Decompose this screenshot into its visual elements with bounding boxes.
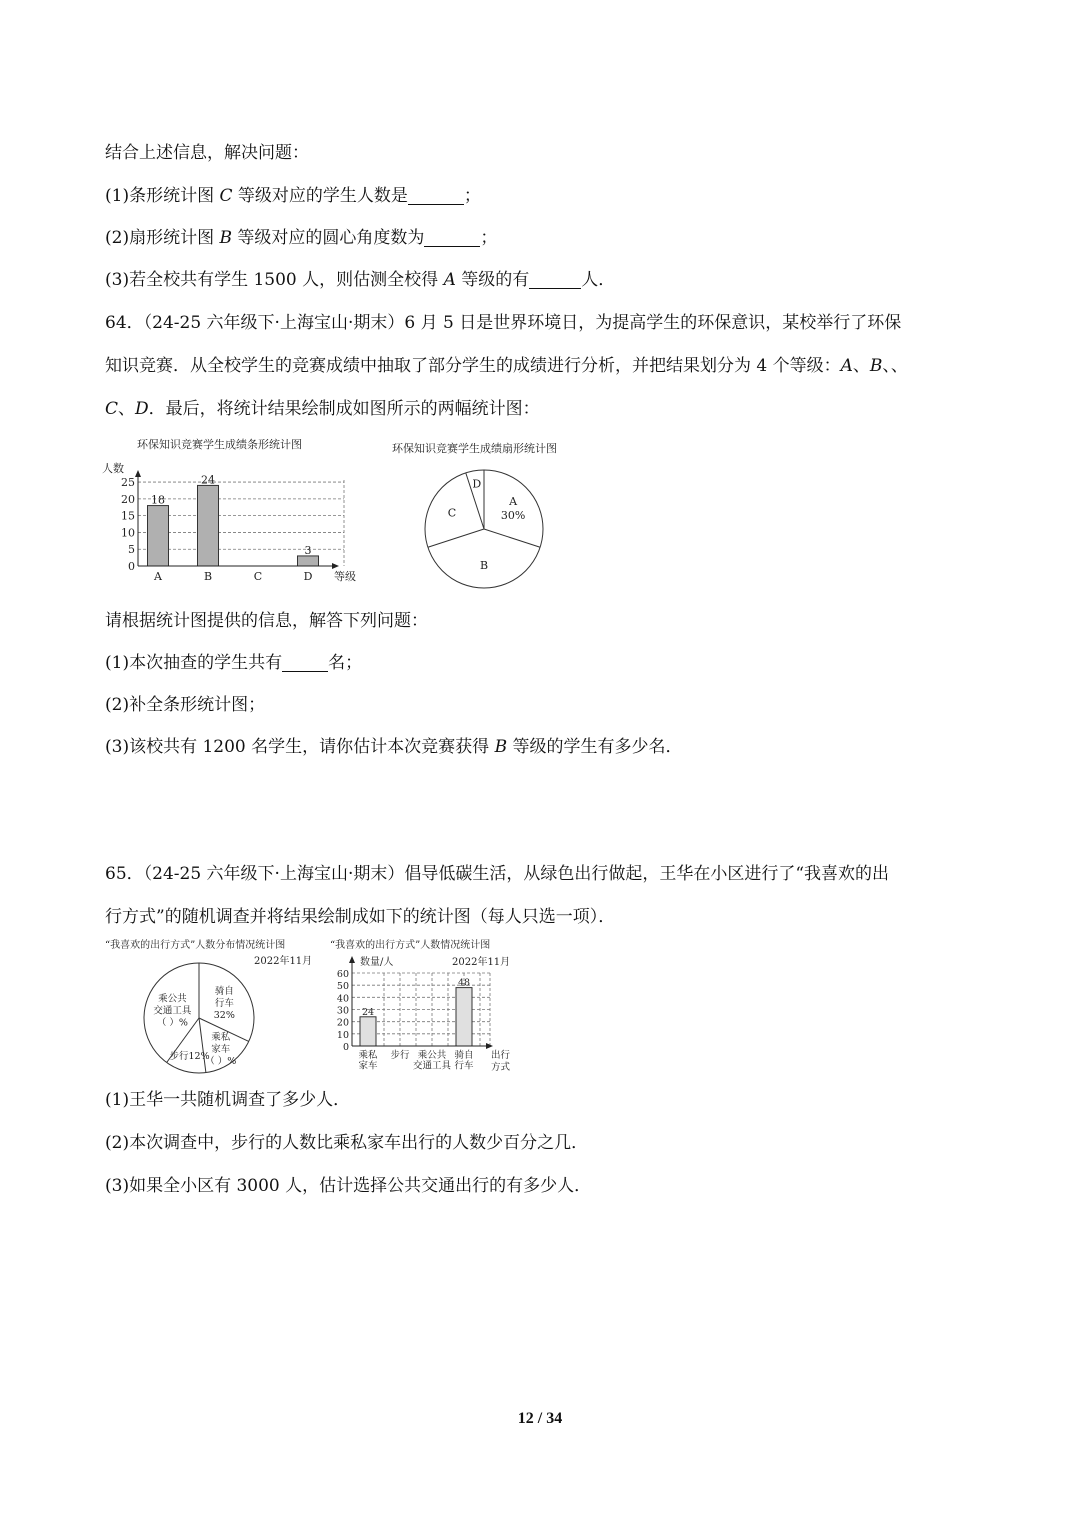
y-ticks bbox=[337, 969, 349, 1053]
q64-sep: 、 bbox=[118, 399, 136, 419]
y-axis-arrow-icon bbox=[349, 956, 355, 963]
pie-slice-label: 32% bbox=[213, 1009, 235, 1021]
q63-sub3-text-a: (3)若全校共有学生 1500 人，则估测全校得 bbox=[105, 270, 444, 290]
bar bbox=[360, 1017, 376, 1046]
x-axis-label-line: 出行 bbox=[491, 1050, 511, 1061]
q65-sub1: (1)王华一共随机调查了多少人． bbox=[105, 1090, 351, 1110]
q64-grade-a: A bbox=[840, 356, 853, 376]
y-tick-label: 10 bbox=[336, 1029, 349, 1041]
q65-stem-line1: 65．（24-25 六年级下·上海宝山·期末）倡导低碳生活，从绿色出行做起，王华在小区进行了“我喜欢的出 bbox=[105, 864, 890, 884]
x-tick-label: 家车 bbox=[358, 1060, 378, 1072]
x-tick-label: D bbox=[303, 570, 313, 583]
q64-stem-line1: 64．（24-25 六年级下·上海宝山·期末）6 月 5 日是世界环境日，为提高学生的环保意识，某校举行了环保 bbox=[105, 313, 902, 333]
answer-blank[interactable] bbox=[529, 270, 581, 289]
bar-value-label: 24 bbox=[201, 473, 215, 487]
q63-sub3-var: A bbox=[443, 270, 456, 290]
x-axis-arrow-icon bbox=[486, 1043, 493, 1049]
q64-sub1-text-a: (1)本次抽查的学生共有 bbox=[105, 653, 283, 673]
q63-sub1 bbox=[105, 184, 481, 208]
pie-slice-label: 乘私 bbox=[211, 1031, 231, 1043]
y-axis-arrow-icon bbox=[135, 470, 141, 477]
page-number: 12 / 34 bbox=[517, 1410, 563, 1427]
q64-sub1 bbox=[105, 651, 362, 675]
chart-title: 环保知识竞赛学生成绩条形统计图 bbox=[137, 438, 302, 451]
bar-value-label: 24 bbox=[361, 1006, 375, 1018]
y-axis-label: 数量/人 bbox=[360, 957, 394, 968]
pie-slice-label: D bbox=[472, 477, 482, 491]
x-tick-label: 交通工具 bbox=[412, 1060, 452, 1072]
chart-title: “我喜欢的出行方式”人数分布情况统计图 bbox=[105, 940, 286, 951]
q64-sep: 、、 bbox=[882, 356, 908, 376]
y-tick-label: 10 bbox=[121, 526, 135, 540]
q64-grade-b: B bbox=[869, 356, 883, 376]
chart-title: 环保知识竞赛学生成绩扇形统计图 bbox=[392, 442, 557, 455]
y-tick-label: 15 bbox=[121, 509, 135, 523]
pie-slice-label: 骑自 bbox=[214, 985, 234, 997]
bar bbox=[148, 506, 169, 566]
q64-stem-line2 bbox=[105, 354, 908, 378]
y-tick-label: 30 bbox=[336, 1005, 349, 1017]
y-axis-label: 人数 bbox=[102, 462, 124, 475]
q64-stem-text: 知识竞赛．从全校学生的竞赛成绩中抽取了部分学生的成绩进行分析，并把结果划分为 4 个等级： bbox=[105, 356, 841, 376]
q63-sub1-text-a: (1)条形统计图 bbox=[105, 186, 220, 206]
q64-sub3-text-a: (3)该校共有 1200 名学生，请你估计本次竞赛获得 bbox=[105, 737, 495, 757]
q64-sub2: (2)补全条形统计图； bbox=[105, 695, 266, 715]
q65-bar-chart bbox=[328, 935, 528, 1077]
q64-sub3 bbox=[105, 735, 682, 759]
q63-sub1-text-b: 等级对应的学生人数是 bbox=[232, 186, 408, 206]
pie-slice-label: B bbox=[479, 559, 489, 572]
y-tick-label: 0 bbox=[128, 560, 135, 573]
q63-sub2-text-a: (2)扇形统计图 bbox=[105, 228, 220, 248]
pie-slice-label: （ ）% bbox=[205, 1055, 237, 1067]
q63-sub2-text-b: 等级对应的圆心角度数为 bbox=[231, 228, 425, 248]
y-tick-label: 20 bbox=[336, 1017, 349, 1029]
q63-sub2-text-c: ； bbox=[480, 228, 498, 248]
x-tick-label: A bbox=[154, 570, 162, 583]
x-axis-label-line: 方式 bbox=[491, 1062, 511, 1073]
q63-intro: 结合上述信息，解决问题： bbox=[105, 143, 309, 163]
x-tick-label: 骑自 bbox=[454, 1050, 474, 1061]
q63-sub3-text-c: 人． bbox=[581, 270, 616, 290]
y-ticks bbox=[121, 476, 135, 573]
pie-slice-label: 步行12% bbox=[169, 1050, 210, 1062]
q64-grade-c: C bbox=[105, 399, 119, 419]
pie-slice-label: 乘公共 bbox=[158, 993, 187, 1005]
bar bbox=[198, 485, 219, 566]
q64-sub3-var: B bbox=[494, 737, 508, 757]
q64-stem-text: ．最后，将统计结果绘制成如图所示的两幅统计图： bbox=[148, 399, 540, 419]
q64-sep: 、 bbox=[852, 356, 870, 376]
y-tick-label: 0 bbox=[342, 1042, 349, 1053]
q64-grade-d: D bbox=[135, 399, 149, 419]
q63-sub3 bbox=[105, 268, 615, 292]
x-tick-label: 乘公共 bbox=[417, 1050, 447, 1061]
pie-slice-label: A bbox=[509, 494, 518, 508]
x-tick-label: 行车 bbox=[454, 1060, 474, 1072]
x-axis-arrow-icon bbox=[332, 563, 339, 569]
bar bbox=[456, 988, 472, 1046]
x-axis-label bbox=[491, 1049, 511, 1073]
q65-sub3: (3)如果全小区有 3000 人，估计选择公共交通出行的有多少人． bbox=[105, 1176, 592, 1196]
bar-value-label: 3 bbox=[304, 543, 312, 557]
q64-stem-line3 bbox=[105, 397, 540, 421]
pie-slice-label: 行车 bbox=[214, 997, 234, 1009]
q63-sub2-var: B bbox=[219, 228, 232, 248]
y-tick-label: 5 bbox=[128, 543, 135, 557]
q63-sub1-var: C bbox=[219, 186, 233, 206]
answer-blank[interactable] bbox=[424, 228, 480, 247]
chart-subtitle: 2022年11月 bbox=[254, 956, 313, 967]
pie-slice-label: （ ）% bbox=[156, 1017, 188, 1029]
bars bbox=[148, 473, 319, 566]
x-tick-label: 乘私 bbox=[358, 1050, 378, 1061]
y-tick-label: 60 bbox=[336, 969, 349, 980]
pie-slice-label: 交通工具 bbox=[153, 1005, 192, 1017]
chart-subtitle: 2022年11月 bbox=[452, 957, 511, 968]
pie-slice-label: C bbox=[447, 506, 457, 520]
pie-slices bbox=[425, 470, 543, 588]
q64-pie-chart bbox=[390, 438, 590, 590]
bar-value-label: 48 bbox=[457, 977, 471, 989]
pie-slice-label: 家车 bbox=[211, 1043, 231, 1055]
y-tick-label: 25 bbox=[121, 476, 135, 490]
x-tick-label: C bbox=[253, 570, 263, 583]
q64-sub3-text-b: 等级的学生有多少名． bbox=[507, 737, 683, 757]
q63-sub3-text-b: 等级的有 bbox=[455, 270, 530, 290]
q64-sub1-text-b: 名； bbox=[328, 653, 363, 673]
bar bbox=[298, 556, 319, 566]
q63-sub1-text-c: ； bbox=[463, 186, 481, 206]
q64-instruction: 请根据统计图提供的信息，解答下列问题： bbox=[105, 611, 428, 631]
x-axis-label: 等级 bbox=[334, 570, 356, 583]
y-tick-label: 40 bbox=[336, 993, 349, 1005]
x-ticks bbox=[358, 1049, 474, 1072]
x-tick-label: B bbox=[203, 570, 213, 583]
y-tick-label: 20 bbox=[121, 492, 135, 506]
pie-slice-label: 30% bbox=[500, 508, 526, 522]
answer-blank[interactable] bbox=[408, 186, 464, 205]
y-tick-label: 50 bbox=[336, 981, 349, 993]
q65-pie-chart bbox=[100, 935, 315, 1077]
x-ticks bbox=[153, 570, 313, 583]
answer-blank[interactable] bbox=[282, 653, 328, 672]
x-tick-label: 步行 bbox=[390, 1050, 410, 1061]
q65-sub2: (2)本次调查中，步行的人数比乘私家车出行的人数少百分之几． bbox=[105, 1133, 589, 1153]
chart-title: “我喜欢的出行方式”人数情况统计图 bbox=[330, 940, 491, 951]
pie-slices bbox=[144, 963, 254, 1073]
q64-bar-chart bbox=[100, 432, 380, 588]
bar-value-label: 18 bbox=[151, 493, 165, 507]
q63-sub2 bbox=[105, 226, 497, 250]
q65-stem-line2: 行方式”的随机调查并将结果绘制成如下的统计图（每人只选一项）． bbox=[105, 907, 616, 927]
